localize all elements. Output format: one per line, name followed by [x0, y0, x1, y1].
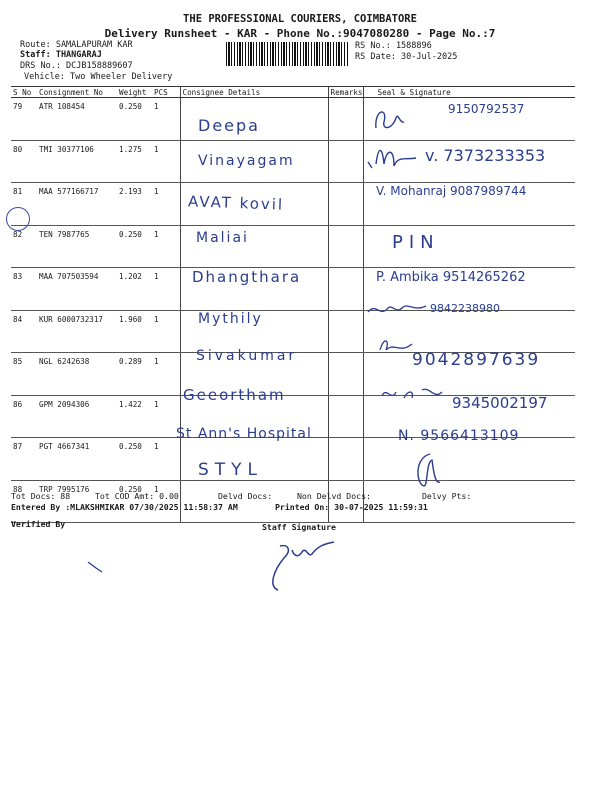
weight-cell: 0.250	[117, 225, 152, 268]
weight-cell: 1.202	[117, 268, 152, 311]
staff-label: Staff: THANGARAJ	[20, 50, 102, 60]
consignment-cell: MAA 707503594	[37, 268, 117, 311]
handwritten-consignee: Sivakumar	[196, 348, 298, 364]
handwritten-signature: P. Ambika 9514265262	[376, 270, 526, 285]
consignment-cell: TRP 7995176	[37, 480, 117, 523]
handwritten-consignee: Vinayagam	[198, 153, 295, 169]
handwritten-consignee: Deepa	[198, 116, 260, 135]
handwritten-consignee: STYL	[198, 460, 264, 480]
remarks-cell	[328, 268, 363, 311]
sno-cell: 80	[11, 140, 37, 183]
weight-cell: 0.250	[117, 480, 152, 523]
pcs-cell: 1	[152, 183, 180, 226]
verified-by: Verified By	[11, 519, 66, 529]
handwritten-signature: 9150792537	[448, 102, 525, 116]
runsheet-subtitle: Delivery Runsheet - KAR - Phone No.:9047080280 - Page No.:7	[104, 27, 496, 40]
consignment-cell: PGT 4667341	[37, 438, 117, 481]
consignment-cell: KUR 6000732317	[37, 310, 117, 353]
vehicle-label: Vehicle: Two Wheeler Delivery	[24, 72, 173, 82]
signature-scribble	[364, 140, 420, 174]
remarks-cell	[328, 140, 363, 183]
sno-cell: 82	[11, 225, 37, 268]
pcs-cell: 1	[152, 438, 180, 481]
col-remarks: Remarks	[328, 87, 363, 98]
sno-cell: 79	[11, 98, 37, 141]
sno-cell: 84	[11, 310, 37, 353]
signature-scribble	[366, 298, 428, 320]
handwritten-signature: 9042897639	[412, 350, 541, 370]
pcs-cell: 1	[152, 395, 180, 438]
sno-cell: 86	[11, 395, 37, 438]
handwritten-consignee: Mythily	[198, 311, 263, 327]
consignment-cell: MAA 577166717	[37, 183, 117, 226]
col-sno: S No	[11, 87, 37, 98]
handwritten-consignee: Dhangthara	[192, 268, 302, 286]
rs-number: RS No.: 1588896	[355, 41, 432, 51]
staff-signature-label: Staff Signature	[262, 522, 336, 532]
col-consignee: Consignee Details	[180, 87, 328, 98]
remarks-cell	[328, 395, 363, 438]
barcode	[226, 42, 348, 66]
pcs-cell: 1	[152, 268, 180, 311]
table-header-row	[11, 87, 575, 98]
remarks-cell	[328, 225, 363, 268]
col-consignment: Consignment No	[37, 87, 117, 98]
pcs-cell: 1	[152, 98, 180, 141]
pcs-cell: 1	[152, 140, 180, 183]
entered-by: Entered By :MLAKSHMIKAR 07/30/2025 11:58:37 AM	[11, 502, 238, 512]
handwritten-signature: V. Mohanraj 9087989744	[376, 184, 527, 198]
delivered-docs: Delvd Docs:	[218, 491, 273, 501]
company-title: THE PROFESSIONAL COURIERS, COIMBATORE	[183, 13, 417, 25]
col-weight: Weight	[117, 87, 152, 98]
weight-cell: 0.289	[117, 353, 152, 396]
sno-cell: 88	[11, 480, 37, 523]
delivery-points: Delvy Pts:	[422, 491, 472, 501]
weight-cell: 0.250	[117, 438, 152, 481]
weight-cell: 2.193	[117, 183, 152, 226]
handwritten-signature: PIN	[392, 232, 440, 253]
consignment-cell: TEN 7987765	[37, 225, 117, 268]
sno-cell: 85	[11, 353, 37, 396]
table-row	[11, 225, 575, 268]
weight-cell: 1.960	[117, 310, 152, 353]
drs-label: DRS No.: DCJB158889607	[20, 61, 133, 71]
table-row	[11, 310, 575, 353]
handwritten-consignee: Geeortham	[183, 386, 286, 404]
handwritten-consignee: Maliai	[196, 230, 249, 246]
col-signature: Seal & Signature	[363, 87, 575, 98]
total-docs: Tot Docs: 88	[11, 491, 71, 501]
remarks-cell	[328, 98, 363, 141]
sno-cell: 87	[11, 438, 37, 481]
hand-drawn-circle	[6, 207, 30, 231]
printed-on: Printed On: 30-07-2025 11:59:31	[275, 502, 428, 512]
signature-scribble	[370, 100, 410, 140]
handwritten-consignee: AVAT kovil	[187, 192, 285, 214]
staff-signature-scribble	[262, 536, 342, 596]
total-cod: Tot COD Amt: 0.00	[95, 491, 179, 501]
handwritten-signature: v. 7373233353	[425, 146, 546, 165]
handwritten-consignee: St Ann's Hospital	[176, 426, 312, 442]
consignment-cell: NGL 6242638	[37, 353, 117, 396]
handwritten-signature: 9345002197	[452, 394, 548, 412]
non-delivered-docs: Non Delvd Docs:	[297, 491, 371, 501]
pcs-cell: 1	[152, 310, 180, 353]
signature-scribble	[378, 384, 448, 406]
weight-cell: 1.275	[117, 140, 152, 183]
pcs-cell: 1	[152, 480, 180, 523]
handwritten-signature: N. 9566413109	[398, 428, 520, 444]
consignment-cell: GPM 2094306	[37, 395, 117, 438]
consignment-cell: ATR 108454	[37, 98, 117, 141]
handwritten-signature: 9842238980	[430, 302, 500, 315]
remarks-cell	[328, 438, 363, 481]
remarks-cell	[328, 353, 363, 396]
col-pcs: PCS	[152, 87, 180, 98]
sno-cell: 83	[11, 268, 37, 311]
signature-scribble	[410, 450, 446, 490]
signature-scribble	[376, 334, 416, 358]
pcs-cell: 1	[152, 225, 180, 268]
remarks-cell	[328, 310, 363, 353]
pcs-cell: 1	[152, 353, 180, 396]
remarks-cell	[328, 183, 363, 226]
consignment-cell: TMI 30377106	[37, 140, 117, 183]
rs-date: RS Date: 30-Jul-2025	[355, 52, 458, 62]
ink-mark	[86, 558, 106, 574]
weight-cell: 1.422	[117, 395, 152, 438]
route-label: Route: SAMALAPURAM KAR	[20, 40, 133, 50]
sno-cell: 81	[11, 183, 37, 226]
weight-cell: 0.250	[117, 98, 152, 141]
